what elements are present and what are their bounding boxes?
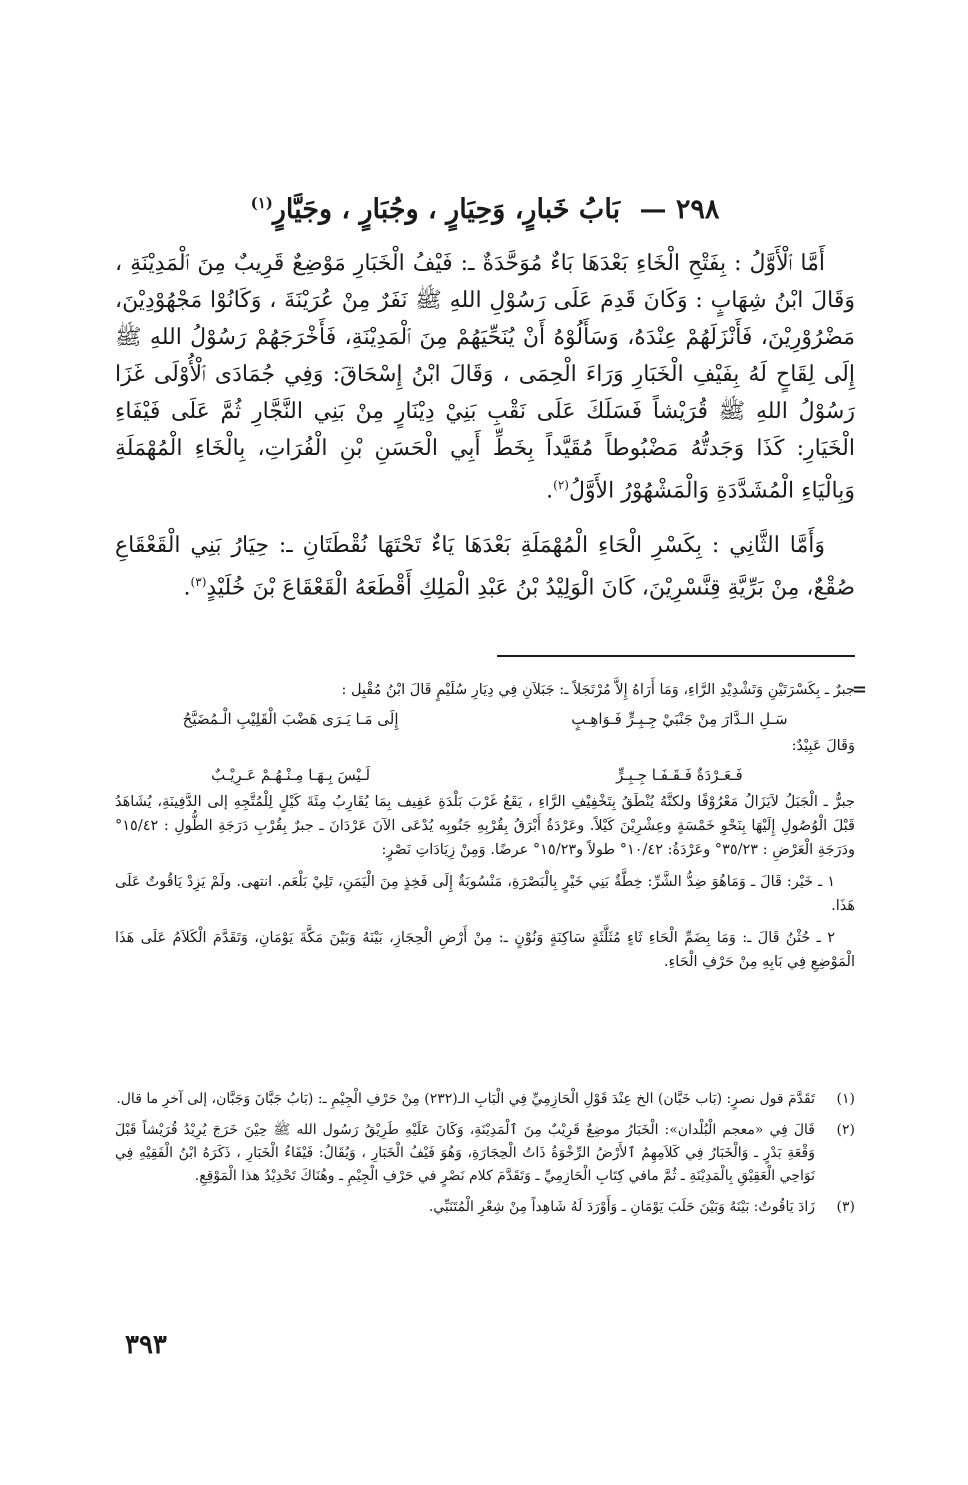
paragraph-end: .	[183, 575, 191, 601]
footnote	[115, 1119, 855, 1188]
continuation-mark: =	[851, 679, 867, 700]
main-text	[115, 245, 855, 625]
note-text: وَقَالَ عَبِيْدٌ:	[791, 738, 855, 754]
verse-first-half: فَـعَـرْدَةٌ فَـقَـفَـا جِـبِـرٍّ	[616, 766, 743, 784]
note-text: جبرٌّ ـ الْجَبَلُ لاَيَزَالُ مَعْرُوْفًا ولكنَّهُ يُنْطَقُ بِتَخْفِيْفِ الرَّاءِ ، يَقَعُ غَرْبَ بَلْدَةِ عَفِيف بِمَا يُقَارِبُ مِئَةَ كَيْلٍ لِلْمُتَّجِهِ إلى الدَّفِينَةِ، يُشَاهَدُ قَبْلَ الْوُصُولِ إِلَيْهَا بِنَحْوِ خَمْسَةٍ وعِشْرِيْنَ كَيْلاً. وعَرْدَةُ أَبْرَقُ بِقُرْبِهِ جَنُوبِه يُدْعَى الآنَ عَرْدَانَ ـ جبرٌ بِقُرْبِ دَرَجَةِ الطُّولِ : ١٥/٤٢° ودَرَجَةِ الْعَرْضِ : ٣٥/٢٣° وعَرْدَةُ: ١٠/٤٢° طولاً و١٥/٢٣° عرضًا. وَمِنْ زِيَادَاتِ نَصْرٍ:	[115, 794, 855, 858]
footnotes	[115, 1088, 855, 1227]
poem-verse	[115, 762, 855, 788]
book-page	[115, 0, 867, 1485]
poem-verse	[115, 706, 855, 732]
note-text: ٢ ـ حُثْنُ قَالَ ـ: وَمَا بِضَمِّ الْحَاءِ ثَاءٍ مُثَلَّثَةٍ سَاكِنَةٍ وَنُوْنٍ ـ: مِنْ أَرْضِ الْحِجَازِ، بَيْنَهُ وَبَيْنَ مَكَّةَ يَوْمَانِ، وَتَقَدَّمَ الْكَلاَمُ عَلَى هَذَا الْمَوْضِعِ فِي بَابِهِ مِنْ حَرْفِ الْحَاءِ.	[115, 930, 855, 970]
paragraph-first	[115, 245, 855, 509]
footnote	[115, 1088, 855, 1111]
chapter-title	[115, 183, 855, 230]
footnote-text: قَالَ فِي «معجم الْبُلْدان»: الْخَبَارُ موضِعٌ قَرِيْبٌ مِنَ ٱلْمَدِيْنَةِ، وَكَانَ عَلَيْهِ طَرِيْقُ رَسُول الله ﷺ حِيْنَ خَرَجَ يُرِيْدُ قُرَيْشاً قَبْلَ وَقْعَةِ بَدْرٍ ـ وَالْخَبَارُ فِي كَلاَمِهِمُ ٱلأَرْضُ الرِّخْوَةُ ذَاتُ الْحِجَارَةِ، وَهُوَ فَيْفُ الْخَبَارِ ، وَيُقَالُ: فَيْفَاءُ الْخَبَارِ ، ذَكَرَهُ ابْنُ الْفَقِيْهِ فِي نَوَاحِي الْعَقِيْقِ بِالْمَدِيْنَةِ ـ ثُمَّ مافي كِتَابِ الْحَازِمِيِّ ـ وَتَقَدَّمَ كلام نَصْرٍ في حَرْفِ الْجِيْمِ ـ وهُنَاكَ تَحْدِيْدُ هذا الْمَوْقِعِ.	[115, 1122, 815, 1184]
chapter-title-text: بَابُ خَبارٍ، وَحِيَارٍ ، وجُبَارٍ ، وجَيَّارٍ	[272, 194, 621, 225]
page-number: ٣٩٣	[125, 1330, 167, 1360]
footnote-text: زَادَ يَاقُوتٌ: بَيْنَهُ وَبَيْنَ حَلَبَ يَوْمَانِ ـ وَأَوْرَدَ لَهُ شَاهِداً مِنْ شِعْرِ الْمُتَنَبِّي.	[428, 1199, 815, 1215]
footnote-text: تَقَدَّمَ قول نصرٍ: (بَاب خَبَّان) الخ عِنْدَ قَوْلِ الْحَازِمِيِّ فِي الْبَابِ الـ(٢٣٢) مِنْ حَرْفِ الْجِيْمِ ـ: (بَابُ جَبَّانَ وَجَبَّان، إلى آخرِ ما قال.	[116, 1091, 815, 1107]
paragraph-text: أَمَّا ٱلْأَوَّلُ : بِفَتْحِ الْخَاءِ بَعْدَهَا بَاءٌ مُوَحَّدَةٌ ـ: فَيْفُ الْخَبَارِ مَوْضِعٌ قَرِيبٌ مِنَ ٱلْمَدِيْنَةِ ، وَقَالَ ابْنُ شِهَابٍ : وَكَانَ قَدِمَ عَلَى رَسُوْلِ اللهِ ﷺ نَفَرٌ مِنْ عُرَيْنَةَ ، وَكَانُوْا مَجْهُوْدِيْنَ، مَضْرُوْرِيْنَ، فَأَنْزَلَهُمْ عِنْدَهُ، وَسَأَلُوْهُ أَنْ يُنَحِّيَهُمْ مِنَ ٱلْمَدِيْنَةِ، فَأَخْرَجَهُمْ رَسُوْلُ اللهِ ﷺ إِلَى لِقَاحٍ لَهُ بِفَيْفِ الْخَبَارِ وَرَاءَ الْحِمَى ، وَقَالَ ابْنُ إِسْحَاقَ: وَفِي جُمَادَى ٱلْأُوْلَى غَزَا رَسُوْلُ اللهِ ﷺ قُرَيْشاً فَسَلَكَ عَلَى نَقْبِ بَنِيْ دِيْنَارٍ مِنْ بَنِي النَّجَّارِ ثُمَّ عَلَى فَيْفَاءِ الْخَيَارِ: كَذَا وَجَدتُّهُ مَضْبُوطاً مُقَيَّداً بِخَطِّ أَبِي الْحَسَنِ بْنِ الْفُرَاتِ، بِالْخَاءِ الْمُهْمَلَةِ وَبِالْيَاءِ الْمُشَدَّدَةِ وَالْمَشْهُوْرُ الأَوَّلُ	[115, 251, 855, 504]
main-separator	[497, 655, 855, 657]
verse-second-half: لَـيْسَ بِـهَـا مِـنْـهُـمْ عَـرِيْـبٌ	[211, 766, 371, 784]
note-text: ١ ـ خَيْر: قَالَ ـ وَمَاهُوَ ضِدُّ الشَّرِّ: خِطَّةٌ بَنِي خَيْرٍ بِالْبَصْرَةِ، مَنْسُوبَةٌ إِلَى فَخِذٍ مِنَ الْيَمَنِ، تَلِيْ بَلْعَم. انتهى. ولَمْ يَزِدْ يَاقُوتٌ عَلَى هَذَا.	[115, 874, 855, 914]
paragraph-end: .	[546, 478, 554, 504]
footnote-ref[interactable]: (١)	[250, 194, 273, 212]
continued-notes	[115, 678, 867, 978]
chapter-number: ٢٩٨ —	[639, 194, 720, 225]
note-text: جبرٌ ـ بِكَسْرَتَيْنِ وَتَشْدِيْدِ الرَّاءِ، وَمَا أَرَاهُ إِلاَّ مُرْتَجَلاً ـ: جَبَلاَنِ فِي دِيَارِ سُلَيْمٍ قَالَ ابْنُ مُقْبِل :	[341, 682, 855, 698]
verse-first-half: سَـلِ الـدَّارَ مِنْ جَنْبَيْ جِـبِـرٍّ فَـوَاهِـبٍ	[571, 710, 788, 728]
footnote-ref[interactable]: (٢)	[553, 478, 569, 492]
footnote-number: (٢)	[836, 1122, 855, 1138]
footnote-ref[interactable]: (٣)	[190, 575, 207, 590]
verse-second-half: إِلَى مَـا يَـرَى هَضْبَ الْقَلِيْبِ الْـمُضَيَّحُ	[182, 710, 399, 728]
footnote	[115, 1196, 855, 1219]
footnote-number: (٣)	[836, 1199, 855, 1215]
paragraph-text: وَأَمَّا الثَّانِي : بِكَسْرِ الْحَاءِ الْمُهْمَلَةِ بَعْدَهَا يَاءٌ تَحْتَهَا نُقْطَتَانِ ـ: حِيَارُ بَنِي الْقَعْقَاعِ صُقْعٌ، مِنْ بَرِّيَّةِ قِنَّسْرِيْنَ، كَانَ الْوَلِيْدُ بْنُ عَبْدِ الْمَلِكِ أَقْطَعَهُ الْقَعْقَاعَ بْنَ خُلَيْدٍ	[115, 533, 855, 601]
paragraph-second	[115, 527, 855, 606]
footnote-number: (١)	[836, 1091, 855, 1107]
